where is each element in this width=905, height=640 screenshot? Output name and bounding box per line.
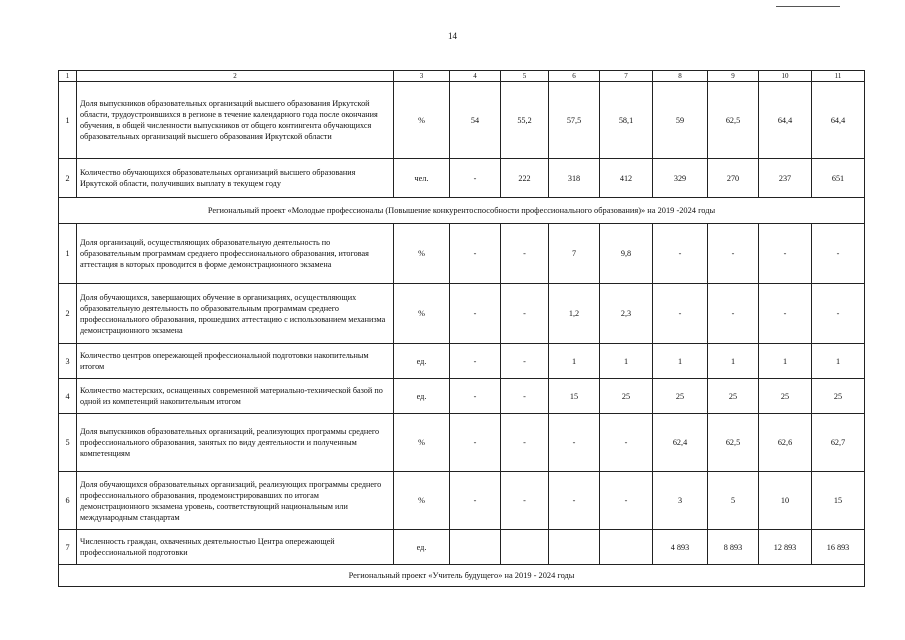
- value-cell: -: [450, 284, 501, 344]
- value-cell: [450, 530, 501, 565]
- value-cell: 9,8: [600, 224, 653, 284]
- value-cell: 55,2: [501, 82, 549, 159]
- column-number: 1: [59, 71, 77, 82]
- value-cell: -: [549, 414, 600, 472]
- table-row: [59, 472, 865, 530]
- row-number: 5: [59, 414, 77, 472]
- value-cell: -: [501, 344, 549, 379]
- unit-cell: %: [394, 284, 450, 344]
- corner-mark: [776, 6, 840, 7]
- section-row: [59, 198, 865, 224]
- value-cell: -: [501, 224, 549, 284]
- value-cell: -: [759, 284, 812, 344]
- indicator-name: Доля организаций, осуществляющих образовательную деятельность по образовательным программам среднего профессионального образования, итоговая аттестация в которых проводится в форме демонстрационного экзамена: [77, 224, 394, 284]
- value-cell: 54: [450, 82, 501, 159]
- value-cell: -: [812, 224, 865, 284]
- column-number-row: [59, 71, 865, 82]
- row-number: 7: [59, 530, 77, 565]
- value-cell: -: [708, 224, 759, 284]
- row-number: 2: [59, 284, 77, 344]
- value-cell: 7: [549, 224, 600, 284]
- value-cell: 8 893: [708, 530, 759, 565]
- indicator-name: Доля обучающихся образовательных организаций, реализующих программы среднего профессионального образования, продемонстрировавших по итогам демонстрационного экзамена уровень, соответствующий национальным или международным стандартам: [77, 472, 394, 530]
- value-cell: 10: [759, 472, 812, 530]
- value-cell: 1: [812, 344, 865, 379]
- row-number: 1: [59, 82, 77, 159]
- indicator-name: Количество центров опережающей профессиональной подготовки накопительным итогом: [77, 344, 394, 379]
- value-cell: 12 893: [759, 530, 812, 565]
- value-cell: -: [759, 224, 812, 284]
- column-number: 7: [600, 71, 653, 82]
- value-cell: -: [450, 159, 501, 198]
- value-cell: 16 893: [812, 530, 865, 565]
- value-cell: 329: [653, 159, 708, 198]
- value-cell: 57,5: [549, 82, 600, 159]
- table-row: [59, 379, 865, 414]
- value-cell: -: [600, 414, 653, 472]
- value-cell: 58,1: [600, 82, 653, 159]
- value-cell: 62,7: [812, 414, 865, 472]
- value-cell: 25: [708, 379, 759, 414]
- indicator-name: Доля обучающихся, завершающих обучение в организациях, осуществляющих образовательную деятельность по образовательным программам среднего профессионального образования, прошедших аттестацию с использованием механизма демонстрационного экзамена: [77, 284, 394, 344]
- value-cell: 3: [653, 472, 708, 530]
- column-number: 9: [708, 71, 759, 82]
- value-cell: 651: [812, 159, 865, 198]
- unit-cell: ед.: [394, 344, 450, 379]
- column-number: 8: [653, 71, 708, 82]
- row-number: 4: [59, 379, 77, 414]
- unit-cell: чел.: [394, 159, 450, 198]
- value-cell: -: [653, 284, 708, 344]
- value-cell: -: [708, 284, 759, 344]
- column-number: 10: [759, 71, 812, 82]
- table-row: [59, 82, 865, 159]
- indicators-table: [58, 70, 865, 587]
- column-number: 11: [812, 71, 865, 82]
- table-row: [59, 284, 865, 344]
- value-cell: -: [501, 379, 549, 414]
- section-title: Региональный проект «Молодые профессионалы (Повышение конкурентоспособности профессионального образования)» на 2019 -2024 годы: [59, 198, 865, 224]
- value-cell: 5: [708, 472, 759, 530]
- value-cell: 237: [759, 159, 812, 198]
- table-row: [59, 159, 865, 198]
- value-cell: [600, 530, 653, 565]
- value-cell: -: [450, 379, 501, 414]
- indicator-name: Численность граждан, охваченных деятельностью Центра опережающей профессиональной подготовки: [77, 530, 394, 565]
- column-number: 2: [77, 71, 394, 82]
- row-number: 1: [59, 224, 77, 284]
- value-cell: -: [600, 472, 653, 530]
- value-cell: 2,3: [600, 284, 653, 344]
- value-cell: 222: [501, 159, 549, 198]
- value-cell: 4 893: [653, 530, 708, 565]
- value-cell: 62,6: [759, 414, 812, 472]
- value-cell: 1: [759, 344, 812, 379]
- value-cell: 25: [759, 379, 812, 414]
- column-number: 6: [549, 71, 600, 82]
- column-number: 4: [450, 71, 501, 82]
- value-cell: -: [450, 224, 501, 284]
- value-cell: 64,4: [812, 82, 865, 159]
- value-cell: 25: [653, 379, 708, 414]
- row-number: 6: [59, 472, 77, 530]
- unit-cell: %: [394, 472, 450, 530]
- section-title: Региональный проект «Учитель будущего» на 2019 - 2024 годы: [59, 565, 865, 587]
- value-cell: 1,2: [549, 284, 600, 344]
- value-cell: [549, 530, 600, 565]
- value-cell: 64,4: [759, 82, 812, 159]
- value-cell: 62,5: [708, 414, 759, 472]
- row-number: 2: [59, 159, 77, 198]
- column-number: 3: [394, 71, 450, 82]
- value-cell: 270: [708, 159, 759, 198]
- value-cell: 59: [653, 82, 708, 159]
- value-cell: 62,4: [653, 414, 708, 472]
- value-cell: 25: [812, 379, 865, 414]
- section-row: [59, 565, 865, 587]
- value-cell: -: [450, 344, 501, 379]
- value-cell: -: [812, 284, 865, 344]
- unit-cell: ед.: [394, 379, 450, 414]
- indicator-name: Доля выпускников образовательных организаций, реализующих программы среднего профессионального образования, занятых по виду деятельности и полученным компетенциям: [77, 414, 394, 472]
- table-row: [59, 414, 865, 472]
- value-cell: 62,5: [708, 82, 759, 159]
- table-row: [59, 224, 865, 284]
- column-number: 5: [501, 71, 549, 82]
- value-cell: 318: [549, 159, 600, 198]
- page-number: 14: [448, 31, 457, 41]
- value-cell: 1: [653, 344, 708, 379]
- unit-cell: %: [394, 82, 450, 159]
- value-cell: 15: [549, 379, 600, 414]
- value-cell: [501, 530, 549, 565]
- value-cell: -: [501, 284, 549, 344]
- indicator-name: Количество мастерских, оснащенных современной материально-технической базой по одной из компетенций накопительным итогом: [77, 379, 394, 414]
- indicator-name: Доля выпускников образовательных организаций высшего образования Иркутской области, трудоустроившихся в регионе в течение календарного года после окончания обучения, в общей численности выпускников от общего контингента обучающихся образовательных организаций высшего образования Иркутской области: [77, 82, 394, 159]
- value-cell: -: [653, 224, 708, 284]
- value-cell: 15: [812, 472, 865, 530]
- value-cell: 412: [600, 159, 653, 198]
- row-number: 3: [59, 344, 77, 379]
- value-cell: -: [450, 414, 501, 472]
- table-row: [59, 530, 865, 565]
- value-cell: 1: [600, 344, 653, 379]
- unit-cell: ед.: [394, 530, 450, 565]
- table-row: [59, 344, 865, 379]
- value-cell: 1: [549, 344, 600, 379]
- unit-cell: %: [394, 224, 450, 284]
- value-cell: -: [450, 472, 501, 530]
- value-cell: 25: [600, 379, 653, 414]
- indicator-name: Количество обучающихся образовательных организаций высшего образования Иркутской области, получивших выплату в текущем году: [77, 159, 394, 198]
- value-cell: -: [501, 414, 549, 472]
- value-cell: -: [501, 472, 549, 530]
- value-cell: -: [549, 472, 600, 530]
- value-cell: 1: [708, 344, 759, 379]
- unit-cell: %: [394, 414, 450, 472]
